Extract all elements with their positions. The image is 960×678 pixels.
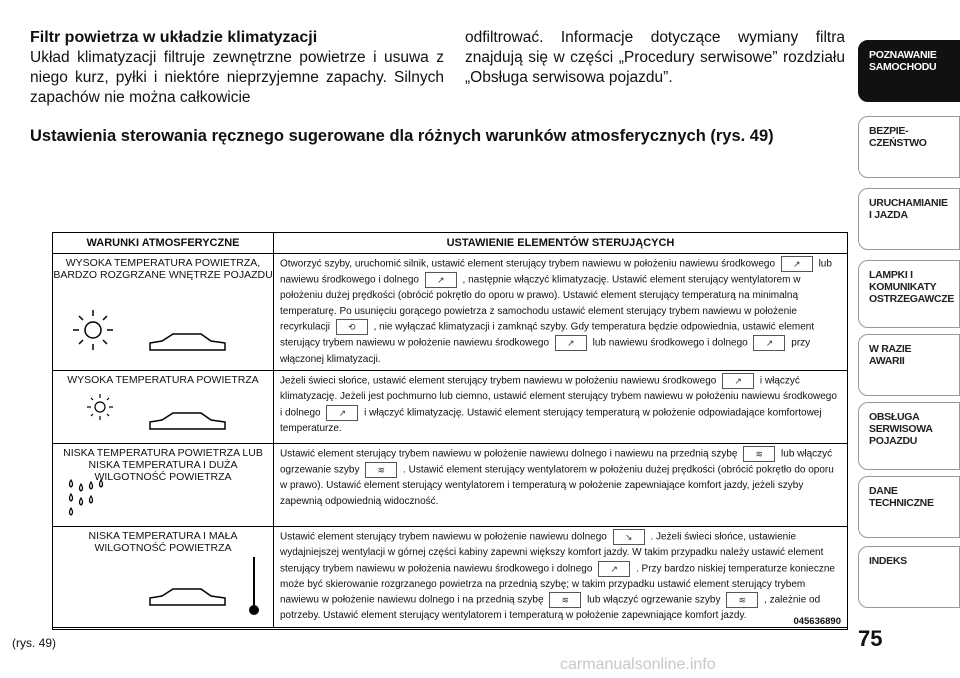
table-row [53, 371, 847, 444]
watermark: carmanualsonline.info [560, 656, 716, 673]
bilevel-mode-icon: ↗ [425, 272, 457, 288]
figure-code: 045636890 [793, 616, 841, 627]
vent-mode-icon: ↗ [722, 373, 754, 389]
settings-text: Ustawić element sterujący trybem nawiewu w położenie nawiewu dolnego ↘ . Jeżeli świeci słońce, ustawienie wydajniejszej wentylacji w górnej części kabiny zapewni większy komfort jazdy. W takim przypadku należy ustawić element sterujący trybem nawiewu w położenia nawiewu środkowego i dolnego ↗ . Przy bardzo niskiej temperaturze konieczne może być skierowanie rozgrzanego powietrza na przednią szybę; w takim przypadku ustawić element sterujący trybem nawiewu w położenie nawiewu dolnego i na przednią szybę ≋ lub włączyć ogrzewanie szyby ≋ , zależnie od potrzeby. Ustawić element sterujący wentylatorem i temperaturą w położenie zapewniające komfort jazdy. [274, 527, 848, 628]
tab-dane-techniczne[interactable]: DANE TECHNICZNE [858, 476, 960, 538]
tab-obsluga-serwisowa[interactable]: OBSŁUGA SERWISOWA POJAZDU [858, 402, 960, 470]
header-settings: USTAWIENIE ELEMENTÓW STERUJĄCYCH [274, 233, 848, 254]
defrost-icon: ≋ [365, 462, 397, 478]
table-row [53, 527, 847, 628]
chapter-tabs [858, 0, 960, 620]
vent-mode-icon: ↗ [781, 256, 813, 272]
raindrops-icon [65, 478, 111, 518]
defrost-floor-mode-icon: ≋ [549, 592, 581, 608]
figure-caption: (rys. 49) [12, 636, 57, 650]
tab-uruchamianie-i-jazda[interactable]: URUCHAMIANIE I JAZDA [858, 188, 960, 250]
header-conditions: WARUNKI ATMOSFERYCZNE [53, 233, 274, 254]
table-row [53, 254, 847, 371]
defrost-icon: ≋ [726, 592, 758, 608]
condition-label: WYSOKA TEMPERATURA POWIETRZA [67, 374, 259, 386]
sun-icon [67, 306, 119, 354]
tab-w-razie-awarii[interactable]: W RAZIE AWARII [858, 334, 960, 396]
condition-label: NISKA TEMPERATURA POWIETRZA LUB NISKA TEMPERATURA I DUŻA WILGOTNOŚĆ POWIETRZA [63, 447, 263, 483]
condition-label: NISKA TEMPERATURA I MAŁA WILGOTNOŚĆ POWIETRZA [88, 530, 238, 554]
sun-icon [83, 391, 117, 423]
intro-left-column [30, 28, 444, 108]
settings-text: Jeżeli świeci słońce, ustawić element sterujący trybem nawiewu w położeniu nawiewu środkowego ↗ i włączyć klimatyzację. Jeżeli jest pochmurno lub ciemno, ustawić element sterujący trybem nawiewu w położeniu nawiewu środkowego i dolnego ↗ i włączyć klimatyzację. Ustawić element sterujący temperaturą w położenie odpowiadające komfortowej temperaturze. [274, 371, 848, 444]
intro-title: Filtr powietrza w układzie klimatyzacji [30, 29, 318, 46]
intro-left-text: Układ klimatyzacji filtruje zewnętrzne powietrze i usuwa z niego kurz, pyłki i niektóre nieprzyjemne zapachy. Silnych zapachów nie można całkowicie [30, 49, 444, 106]
defrost-floor-mode-icon: ≋ [743, 446, 775, 462]
tab-lampki-i-komunikaty[interactable]: LAMPKI I KOMUNIKATY OSTRZEGAWCZE [858, 260, 960, 328]
bilevel-mode-icon: ↗ [598, 561, 630, 577]
floor-mode-icon: ↘ [613, 529, 645, 545]
tab-indeks[interactable]: INDEKS [858, 546, 960, 608]
recirculation-icon: ⟲ [336, 319, 368, 335]
vent-mode-icon: ↗ [555, 335, 587, 351]
settings-table [52, 232, 848, 630]
settings-text: Ustawić element sterujący trybem nawiewu w położenie nawiewu dolnego i nawiewu na przednią szybę ≋ lub włączyć ogrzewanie szyby ≋ . Ustawić element sterujący wentylatorem w położeniu dużej prędkości (obrócić pokrętło do oporu w prawo). Ustawić element sterujący wentylatorem i temperaturą w położenie zapewniające komfort jazdy, jeżeli szyby zapewnią odpowiednią widoczność. [274, 444, 848, 527]
thermometer-icon [247, 555, 261, 619]
tab-poznawanie-samochodu[interactable]: POZNAWANIE SAMOCHODU [858, 40, 960, 102]
page-number: 75 [858, 626, 883, 651]
condition-label: WYSOKA TEMPERATURA POWIETRZA, BARDZO ROZGRZANE WNĘTRZE POJAZDU [53, 257, 273, 281]
tab-bezpieczenstwo[interactable]: BEZPIE- CZEŃSTWO [858, 116, 960, 178]
car-icon [147, 330, 229, 354]
car-icon [147, 409, 229, 433]
bilevel-mode-icon: ↗ [753, 335, 785, 351]
intro-right-text: odfiltrować. Informacje dotyczące wymiany filtra znajdują się w części „Procedury serwisowe” rozdziału „Obsługa serwisowa pojazdu”. [465, 29, 845, 86]
section-subheading: Ustawienia sterowania ręcznego sugerowane dla różnych warunków atmosferycznych (rys. 49) [30, 127, 774, 145]
table-row [53, 444, 847, 527]
settings-text: Otworzyć szyby, uruchomić silnik, ustawić element sterujący trybem nawiewu w położeniu nawiewu środkowego ↗ lub nawiewu środkowego i dolnego ↗ , następnie włączyć klimatyzację. Ustawić element sterujący wentylatorem w położeniu dużej prędkości (obrócić pokrętło do oporu w prawo). Ustawić element sterujący temperaturą na minimalną temperaturę. Po usunięciu gorącego powietrza z samochodu ustawić element sterujący trybem nawiewu w położenie recyrkulacji ⟲ , nie wyłączać klimatyzacji i zamknąć szyby. Gdy temperatura będzie odpowiednia, ustawić element sterujący trybem nawiewu w położenie nawiewu środkowego ↗ lub nawiewu środkowego i dolnego ↗ przy włączonej klimatyzacji. [274, 254, 848, 371]
car-icon [147, 585, 229, 609]
bilevel-mode-icon: ↗ [326, 405, 358, 421]
